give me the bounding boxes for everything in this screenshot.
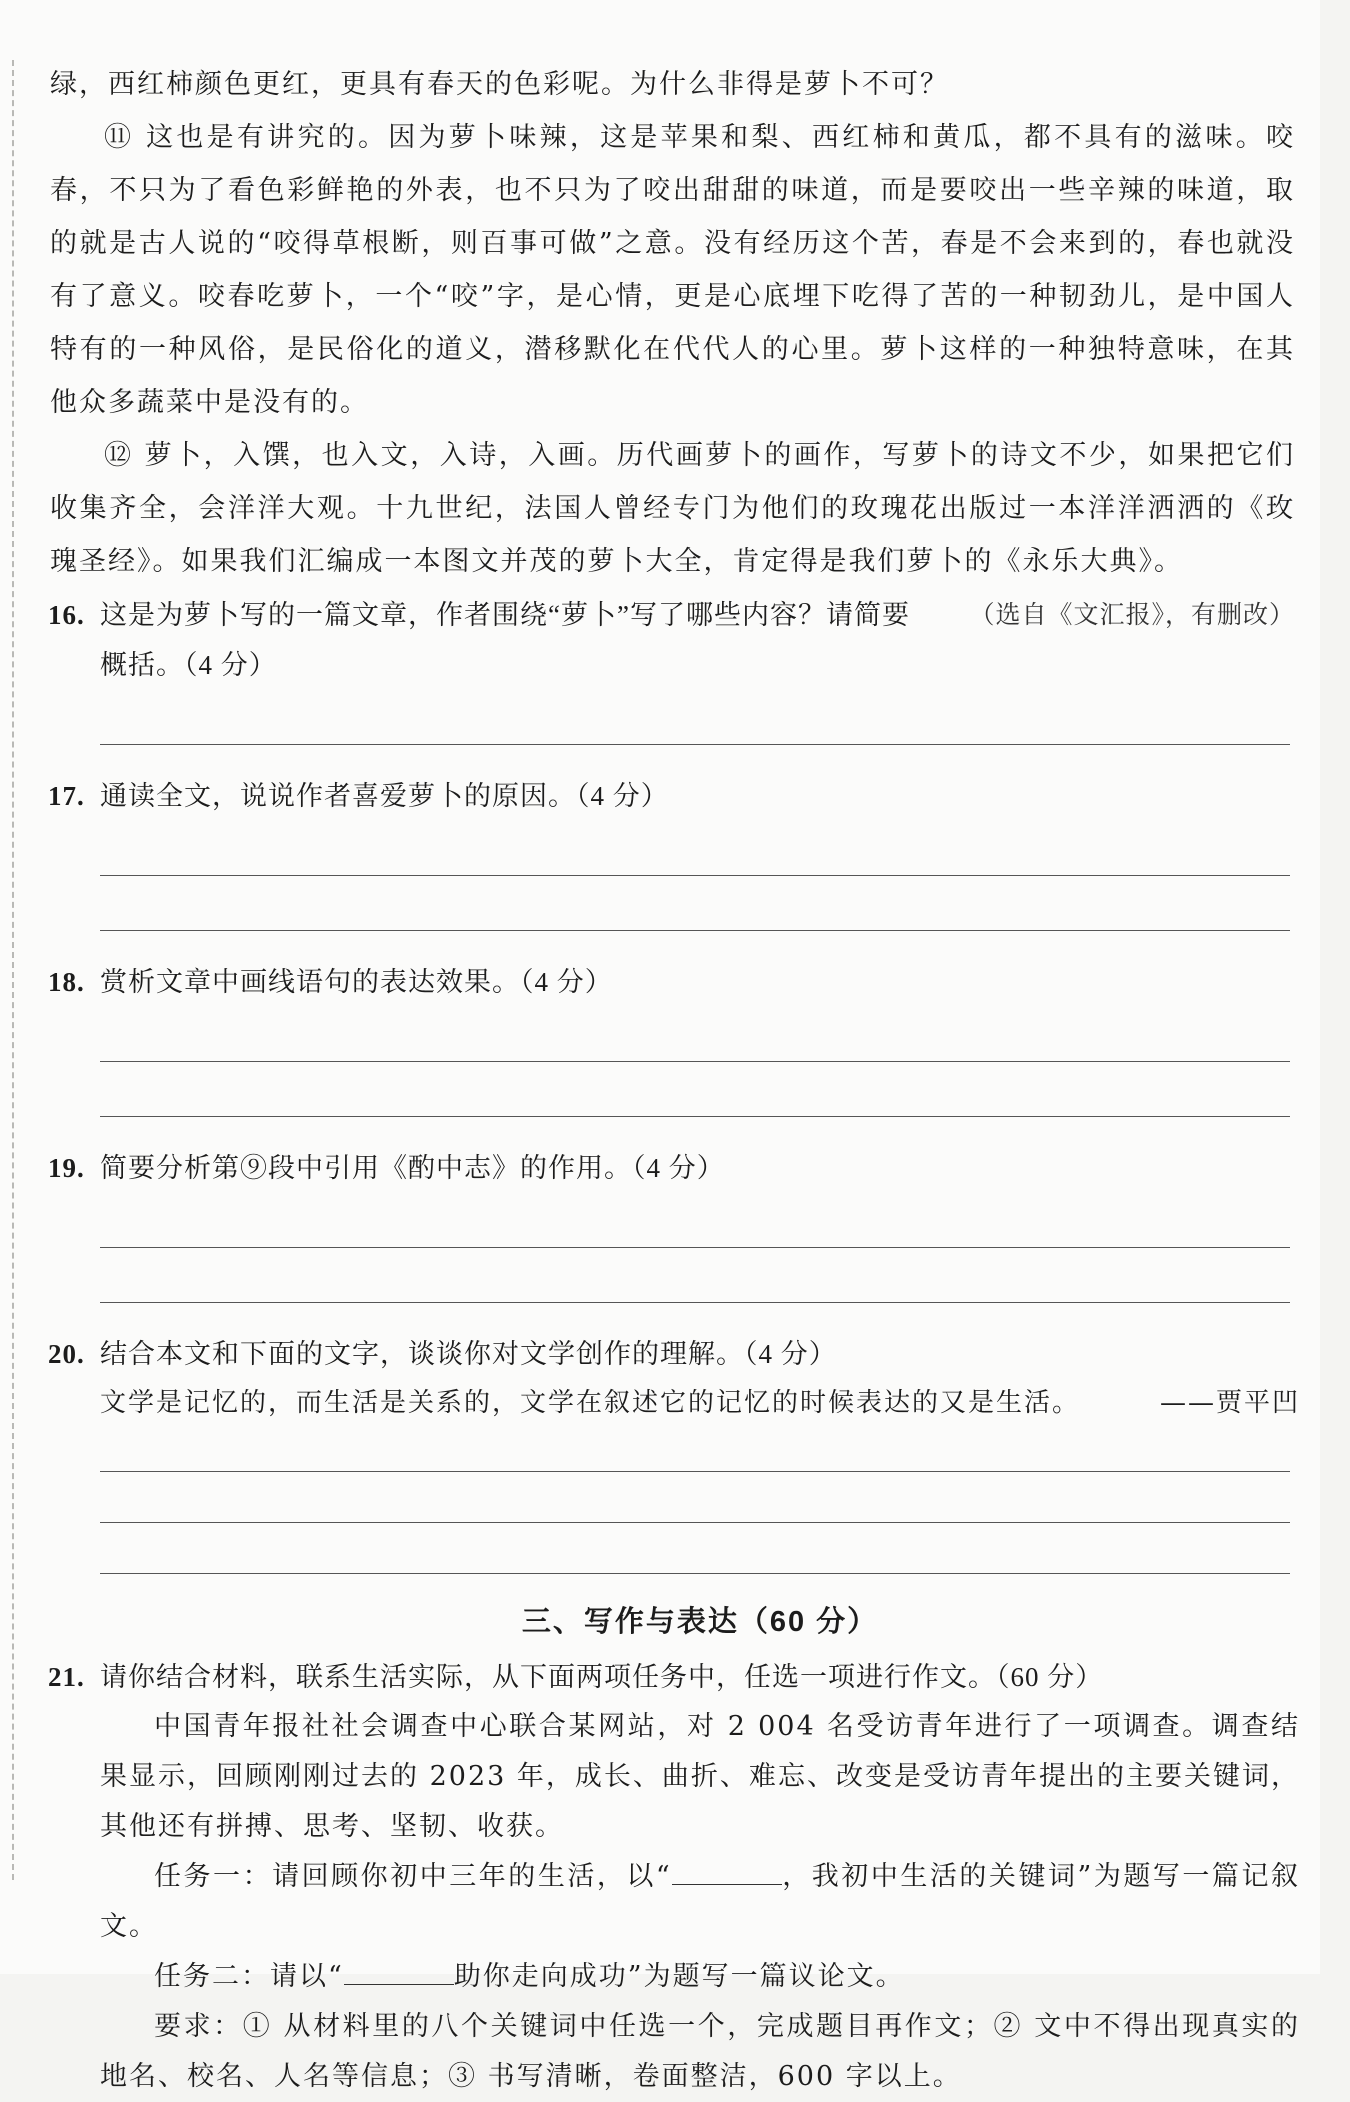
- question-number: 19.: [48, 1153, 85, 1183]
- task-one-text-a: 任务一：请回顾你初中三年的生活，以“: [154, 1861, 672, 1892]
- passage-paragraph-11: ⑪ 这也是有讲究的。因为萝卜味辣，这是苹果和梨、西红柿和黄瓜，都不具有的滋味。咬春，不只为了看色彩鲜艳的外表，也不只为了咬出甜甜的味道，而是要咬出一些辛辣的味道，取的就是古人说的“咬得草根断，则百事可做”之意。没有经历这个苦，春是不会来到的，春也就没有了意义。咬春吃萝卜，一个“咬”字，是心情，更是心底埋下吃得了苦的一种韧劲儿，是中国人特有的一种风俗，是民俗化的道义，潜移默化在代代人的心里。萝卜这样的一种独特意味，在其他众多蔬菜中是没有的。: [50, 122, 1295, 418]
- question-text: 通读全文，说说作者喜爱萝卜的原因。（4 分）: [100, 781, 669, 811]
- paragraph-12-text: ⑫ 萝卜，入馔，也入文，入诗，入画。历代画萝卜的画作，写萝卜的诗文不少，如果把它们收集齐全，会洋洋大观。十九世纪，法国人曾经专门为他们的玫瑰花出版过一本洋洋洒洒的《玫瑰圣经》。如果我们汇编成一本图文并茂的萝卜大全，肯定得是我们萝卜的《永乐大典》。: [50, 440, 1295, 577]
- question-18: [48, 957, 1300, 1117]
- answer-line[interactable]: [100, 1116, 1290, 1117]
- writing-material: 中国青年报社社会调查中心联合某网站，对 2 004 名受访青年进行了一项调查。调查结果显示，回顾刚刚过去的 2023 年，成长、曲折、难忘、改变是受访青年提出的主要关键词，其他还有拼搏、思考、坚韧、收获。: [100, 1711, 1300, 1842]
- binding-margin-rule: [12, 60, 14, 1880]
- task-one: [100, 1852, 1300, 1952]
- q20-quote: [100, 1379, 1300, 1427]
- quote-author: ——贾平凹: [1159, 1388, 1300, 1418]
- task-one-text-b: ，我初中生活的关键词”为题写一篇记叙文。: [100, 1861, 1300, 1942]
- answer-line[interactable]: [100, 744, 1290, 745]
- passage-source: （选自《文汇报》，有删改）: [969, 600, 1295, 629]
- answer-line[interactable]: [100, 930, 1290, 931]
- section-3-title: 三、写作与表达（60 分）: [521, 1606, 879, 1638]
- question-text: 赏析文章中画线语句的表达效果。（4 分）: [100, 967, 613, 997]
- task-two-text-a: 任务二：请以“: [154, 1961, 344, 1992]
- quote-text: 文学是记忆的，而生活是关系的，文学在叙述它的记忆的时候表达的又是生活。: [100, 1388, 1081, 1418]
- question-17: [48, 771, 1300, 931]
- question-number: 16.: [48, 600, 85, 630]
- question-number: 18.: [48, 967, 85, 997]
- task-two: [100, 1952, 1300, 2002]
- question-number: 17.: [48, 781, 85, 811]
- question-text: 请你结合材料，联系生活实际，从下面两项任务中，任选一项进行作文。（60 分）: [100, 1662, 1104, 1692]
- title-blank: [672, 1858, 782, 1885]
- question-text: 结合本文和下面的文字，谈谈你对文学创作的理解。（4 分）: [100, 1339, 837, 1369]
- question-21: [48, 1652, 1300, 2102]
- question-16: [48, 590, 1300, 745]
- question-number: 21.: [48, 1662, 85, 1692]
- answer-line[interactable]: [100, 1302, 1290, 1303]
- passage-line-1: 绿，西红柿颜色更红，更具有春天的色彩呢。为什么非得是萝卜不可？: [50, 69, 949, 100]
- question-text: 这是为萝卜写的一篇文章，作者围绕“萝卜”写了哪些内容？请简要概括。（4 分）: [100, 600, 910, 680]
- writing-requirements: 要求：① 从材料里的八个关键词中任选一个，完成题目再作文；② 文中不得出现真实的地名、校名、人名等信息；③ 书写清晰，卷面整洁，600 字以上。: [100, 2011, 1300, 2092]
- task-two-text-b: 助你走向成功”为题写一篇议论文。: [453, 1961, 905, 1992]
- answer-line[interactable]: [100, 1573, 1290, 1574]
- question-text: 简要分析第⑨段中引用《酌中志》的作用。（4 分）: [100, 1153, 725, 1183]
- question-20: [48, 1329, 1300, 1574]
- question-number: 20.: [48, 1339, 85, 1369]
- question-19: [48, 1143, 1300, 1303]
- title-blank: [344, 1958, 454, 1985]
- page-content: [48, 58, 1300, 2102]
